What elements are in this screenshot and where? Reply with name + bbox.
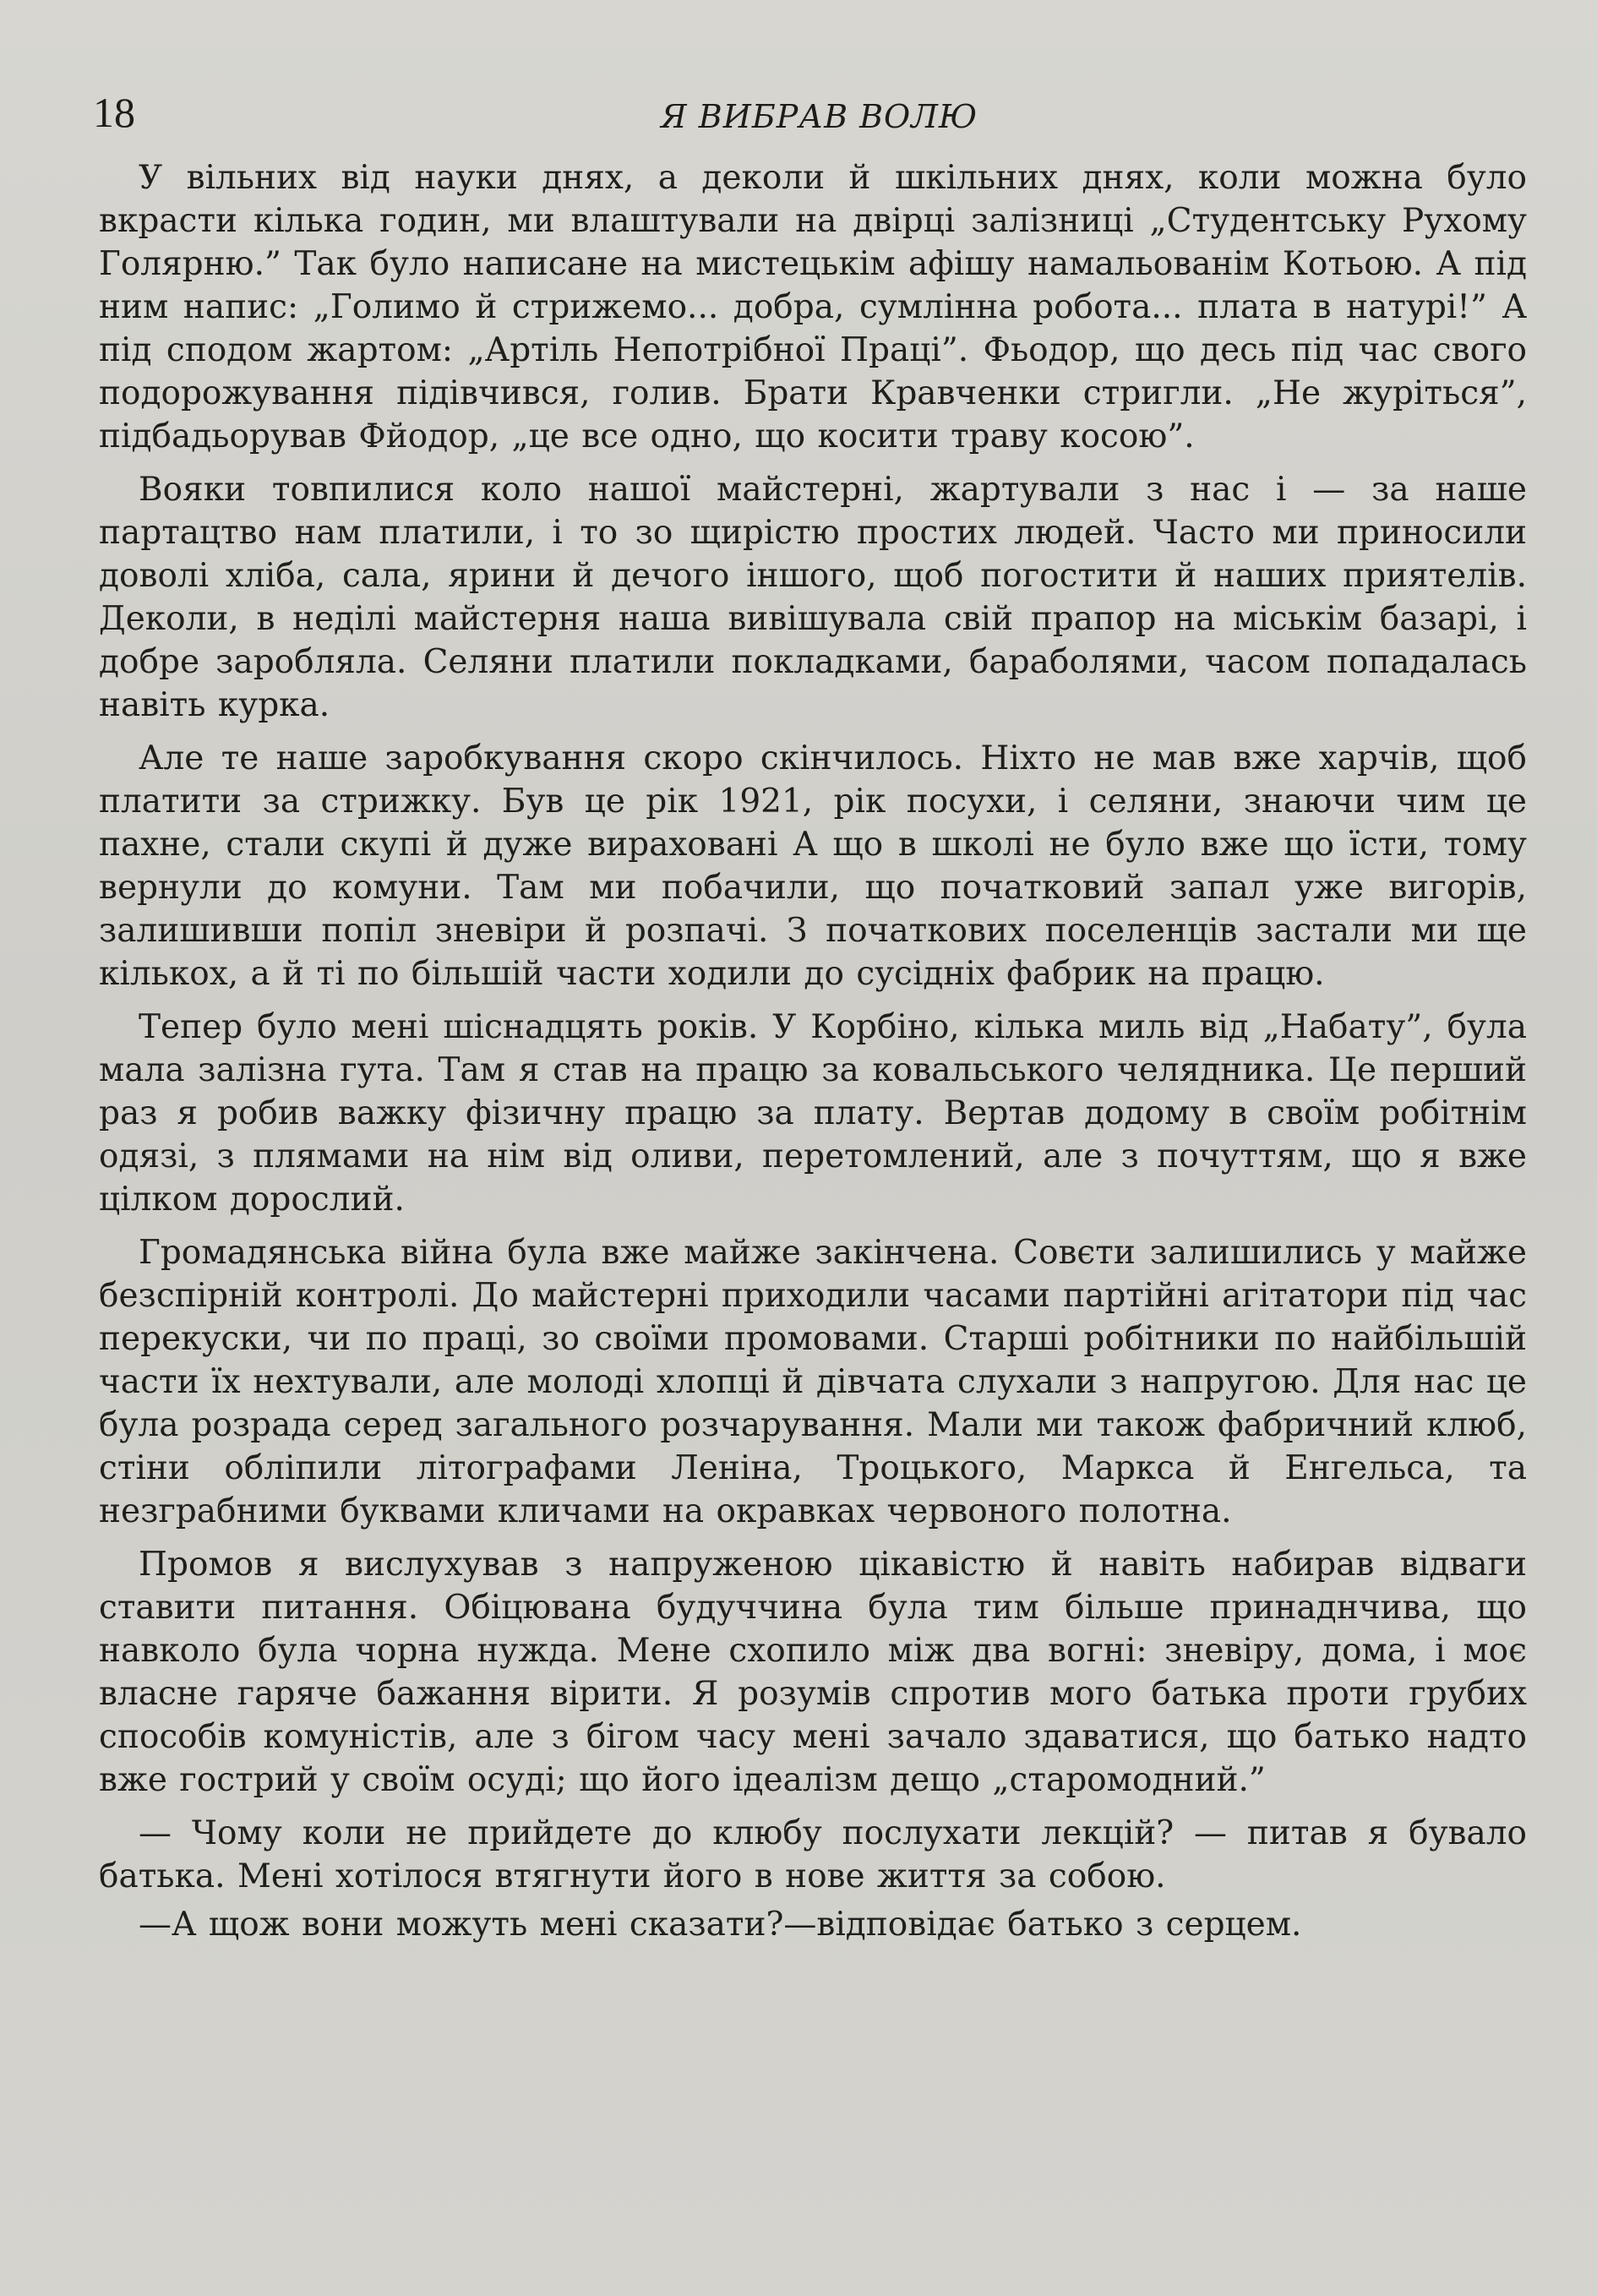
page-number: 18 (93, 89, 135, 136)
paragraph: Вояки товпилися коло нашої майстерні, жартували з нас і — за наше партацтво нам платили, і то зо щирістю простих людей. Часто ми приносили доволі хліба, сала, ярини й дечого іншого, щоб погостити й наших приятелів. Деколи, в неділі майстерня наша вивішувала свій прапор на міськім базарі, і добре заробляла. Селяни платили покладками, бараболями, часом попадалась навіть курка. (99, 471, 1527, 724)
paragraph: Але те наше заробкування скоро скінчилось. Ніхто не мав вже харчів, щоб платити за стрижку. Був це рік 1921, рік посухи, і селяни, знаючи чим це пахне, стали скупі й дуже вираховані А що в школі не було вже що їсти, тому вернули до комуни. Там ми побачили, що початковий запал уже вигорів, залишивши попіл зневіри й розпачі. З початкових поселенців застали ми ще кількох, а й ті по більшій части ходили до сусідніх фабрик на працю. (99, 739, 1527, 993)
paragraph: Громадянська війна була вже майже закінчена. Совєти залишились у майже безспірній контролі. До майстерні приходили часами партійні агітатори під час перекуски, чи по праці, зо своїми промовами. Старші робітники по найбільшій части їх нехтували, але молоді хлопці й дівчата слухали з напругою. Для нас це була розрада серед загального розчарування. Мали ми також фабричний клюб, стіни обліпили літографами Леніна, Троцького, Маркса й Енгельса, та незграбними буквами кличами на окравках червоного полотна. (99, 1234, 1527, 1530)
dialog-line: —А щож вони можуть мені сказати?—відповідає батько з серцем. (139, 1906, 1302, 1944)
paragraph: Промов я вислухував з напруженою цікавістю й навіть набирав відваги ставити питання. Обіцювана будуччина була тим більше принаднчива, що навколо була чорна нужда. Мене схопило між два вогні: зневіру, дома, і моє власне гаряче бажання вірити. Я розумів спротив мого батька проти грубих способів комуністів, але з бігом часу мені зачало здаватися, що батько надто вже гострий у своїм осуді; що його ідеалізм дещо „старомодний.” (99, 1546, 1527, 1799)
page-header (93, 88, 1546, 139)
paragraph: Тепер було мені шіснадцять років. У Корбіно, кілька миль від „Набату”, була мала залізна гута. Там я став на працю за ковальського челядника. Це перший раз я робив важку фізичну працю за плату. Вертав додому в своїм робітнім одязі, з плямами на нім від оливи, перетомлений, але з почуттям, що я вже цілком дорослий. (99, 1008, 1527, 1219)
paragraph: У вільних від науки днях, а деколи й шкільних днях, коли можна було вкрасти кілька годин, ми влаштували на двірці залізниці „Студентську Рухому Голярню.” Так було написане на мистецькім афішу намальованім Котьою. А під ним напис: „Голимо й стрижемо... добра, сумлінна робота... плата в натурі!” А під сподом жартом: „Артіль Непотрібної Праці”. Фьодор, що десь під час свого подорожування підівчився, голив. Брати Кравченки стригли. „Не журіться”, підбадьорував Фйодор, „це все одно, що косити траву косою”. (99, 159, 1527, 455)
dialog-line: — Чому коли не прийдете до клюбу послухати лекцій? — питав я бувало батька. Мені хотілося втягнути його в нове життя за собою. (99, 1814, 1527, 1895)
running-title: Я ВИБРАВ ВОЛЮ (661, 98, 978, 135)
body-text (99, 156, 1527, 1951)
